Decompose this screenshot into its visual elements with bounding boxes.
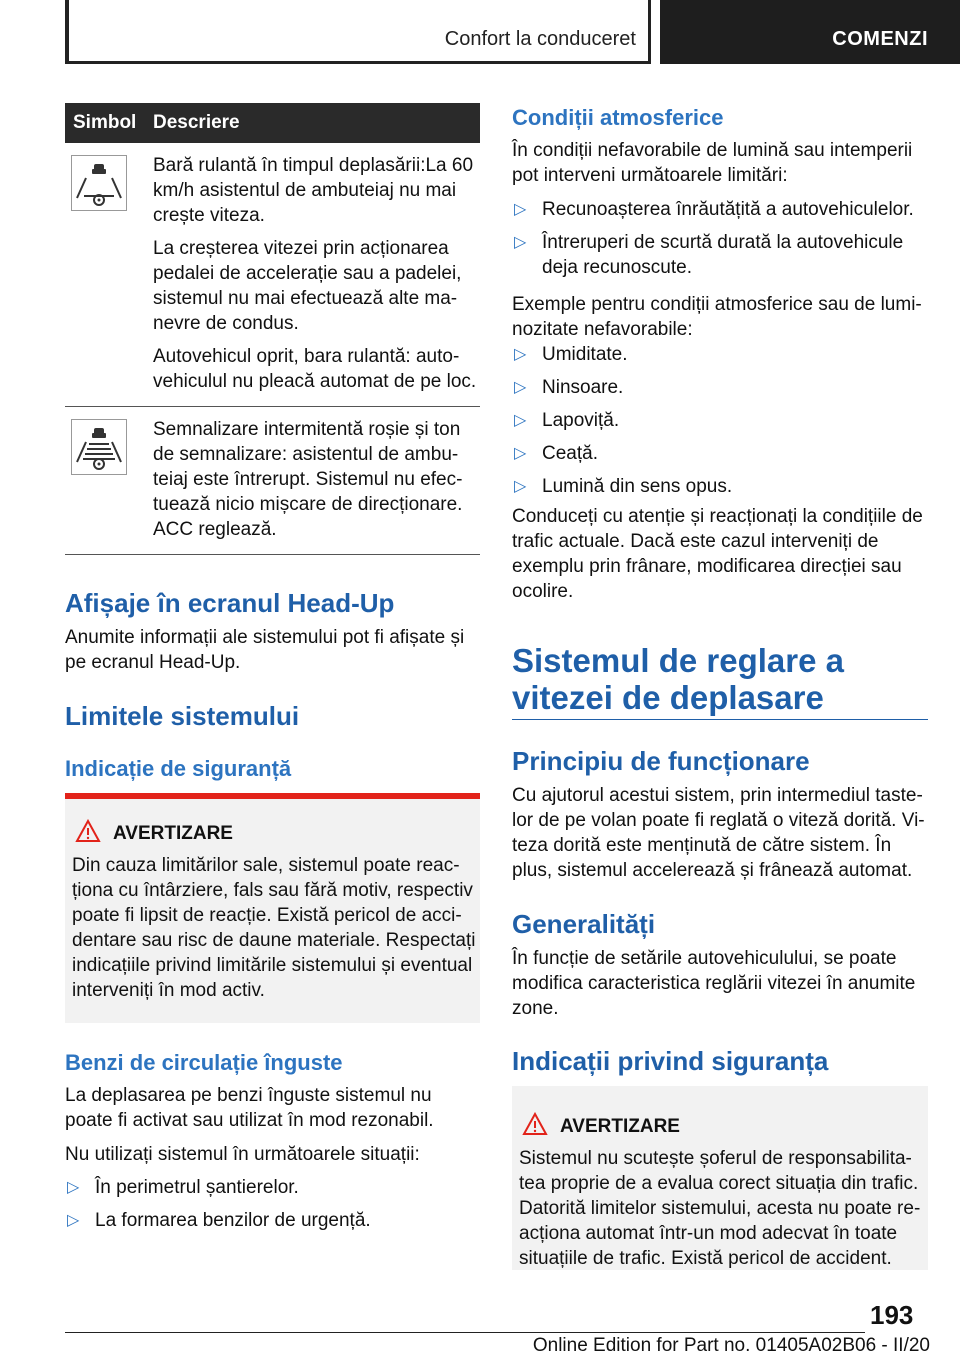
list-item: ▷ La formarea benzilor de urgență.	[67, 1210, 371, 1231]
header-left-rule	[65, 0, 69, 64]
warning-text: Sistemul nu scutește șoferul de responsabilita-tea proprie de a evalua corect situația din trafic. Datorită limitelor sistemului, acesta nu poate re-acționa automat într-un mod adecvat în toate situațiile de trafic. Există pericol de accident.	[519, 1148, 921, 1269]
cruise-control-title: Sistemul de reglare a vitezei de deplasare	[512, 642, 844, 716]
list-item: ▷ Lumină din sens opus.	[514, 476, 733, 497]
weather-list	[512, 197, 928, 288]
list-item: ▷ Umiditate.	[514, 344, 628, 365]
bullet-triangle-icon: ▷	[514, 478, 527, 495]
warning-triangle-icon	[75, 819, 101, 848]
header-bottom-rule	[65, 61, 651, 64]
general-title: Generalități	[512, 909, 656, 939]
general-text: În funcție de setările autovehiculului, se poate modifica caracteristica reglării vitezei în anumite zone.	[512, 948, 916, 1019]
limits-title: Limitele sistemului	[65, 701, 300, 731]
drive-carefully-text: Conduceți cu atenție și reacționați la condițiile de trafic actuale. Dacă este cazul interveniți de exemplu prin frânare, modificarea direcției sau ocolire.	[512, 506, 923, 602]
hud-title: Afișaje în ecranul Head-Up	[65, 588, 395, 618]
list-item: ▷ Lapoviță.	[514, 410, 620, 431]
footer-rule	[65, 1332, 865, 1333]
header-section-title: Confort la conduceret	[444, 28, 636, 50]
table-header	[65, 103, 480, 143]
narrow-lanes-text: La deplasarea pe benzi înguste sistemul nu poate fi activat sau utilizat în mod rezonabil.	[65, 1085, 434, 1131]
weather-title: Condiții atmosferice	[512, 105, 724, 130]
row-1-paragraph-2: La creșterea vitezei prin acționarea pedalei de accelerație sau a padelei, sistemul nu mai efectuează alte ma-nevre de condus.	[153, 238, 462, 334]
header-tab-label: COMENZI	[832, 28, 928, 50]
row-1-paragraph-3: Autovehicul oprit, bara rulantă: auto-vehiculul nu pleacă automat de pe loc.	[153, 346, 477, 392]
list-item: ▷ Recunoașterea înrăutățită a autovehiculelor.	[514, 199, 914, 220]
bullet-triangle-icon: ▷	[67, 1212, 80, 1229]
title-rule	[512, 719, 928, 720]
bullet-triangle-icon: ▷	[514, 412, 527, 429]
warning-title: AVERTIZARE	[113, 823, 233, 844]
warning-bar	[65, 793, 480, 799]
lane-assist-speed-icon	[71, 155, 127, 211]
warning-triangle-icon	[522, 1112, 548, 1141]
symbol-table	[65, 103, 480, 555]
narrow-lanes-text-2: Nu utilizați sistemul în următoarele situații:	[65, 1144, 420, 1165]
list-item: ▷ Ceață.	[514, 443, 598, 464]
header-divider	[648, 0, 651, 64]
bullet-triangle-icon: ▷	[67, 1179, 80, 1196]
principle-text: Cu ajutorul acestui sistem, prin intermediul taste-lor de pe volan poate fi reglată o viteză dorită. Vi-teza dorită este menținută de către sistem. În plus, sistemul accelerează și frânează automat.	[512, 785, 925, 881]
warning-text: Din cauza limitărilor sale, sistemul poate reac-ționa cu întârziere, fals sau fără motiv, respectiv poate fi lipsit de reacție. Există pericol de acci-dentare sau risc de daune materiale. Respectați indicațiile privind limitările sistemului și eventual interveniți în mod activ.	[72, 855, 476, 1001]
table-row	[65, 407, 480, 555]
bullet-triangle-icon: ▷	[514, 445, 527, 462]
bullet-triangle-icon: ▷	[514, 234, 527, 251]
row-1-paragraph-1: Bară rulantă în timpul deplasării:La 60 km/h asistentul de ambuteiaj nu mai crește viteza.	[153, 155, 474, 226]
hud-text: Anumite informații ale sistemului pot fi afișate și pe ecranul Head-Up.	[65, 627, 465, 673]
bullet-triangle-icon: ▷	[514, 379, 527, 396]
page-number: 193	[870, 1300, 914, 1330]
warning-title: AVERTIZARE	[560, 1116, 680, 1137]
weather-text: În condiții nefavorabile de lumină sau intemperii pot interveni următoarele limitări:	[512, 140, 913, 186]
column-header-symbol: Simbol	[73, 112, 137, 133]
column-header-description: Descriere	[153, 112, 240, 133]
list-item: ▷ În perimetrul șantierelor.	[67, 1177, 299, 1198]
principle-title: Principiu de funcționare	[512, 746, 810, 776]
narrow-lanes-title: Benzi de circulație înguste	[65, 1050, 343, 1075]
warning-box	[512, 1086, 928, 1270]
narrow-lanes-list	[65, 1175, 480, 1241]
list-item: ▷ Întreruperi de scurtă durată la autovehicule deja recunoscute.	[514, 232, 904, 278]
row-2-paragraph-1: Semnalizare intermitentă roșie și ton de semnalizare: asistentul de ambu-teiaj este întrerupt. Sistemul nu efec-tuează nicio mișcare de direcționare. ACC reglează.	[153, 419, 463, 540]
bullet-triangle-icon: ▷	[514, 346, 527, 363]
bullet-triangle-icon: ▷	[514, 201, 527, 218]
footer-edition: Online Edition for Part no. 01405A02B06 - II/20	[532, 1335, 930, 1356]
lane-assist-interrupted-icon	[71, 419, 127, 475]
list-item: ▷ Ninsoare.	[514, 377, 624, 398]
examples-text: Exemple pentru condiții atmosferice sau de lumi-nozitate nefavorabile:	[512, 294, 922, 340]
table-row	[65, 143, 480, 407]
examples-list	[512, 342, 928, 507]
safety-notes-title: Indicații privind siguranța	[512, 1046, 829, 1076]
safety-indication-title: Indicație de siguranță	[65, 756, 292, 781]
warning-box	[65, 793, 480, 1023]
